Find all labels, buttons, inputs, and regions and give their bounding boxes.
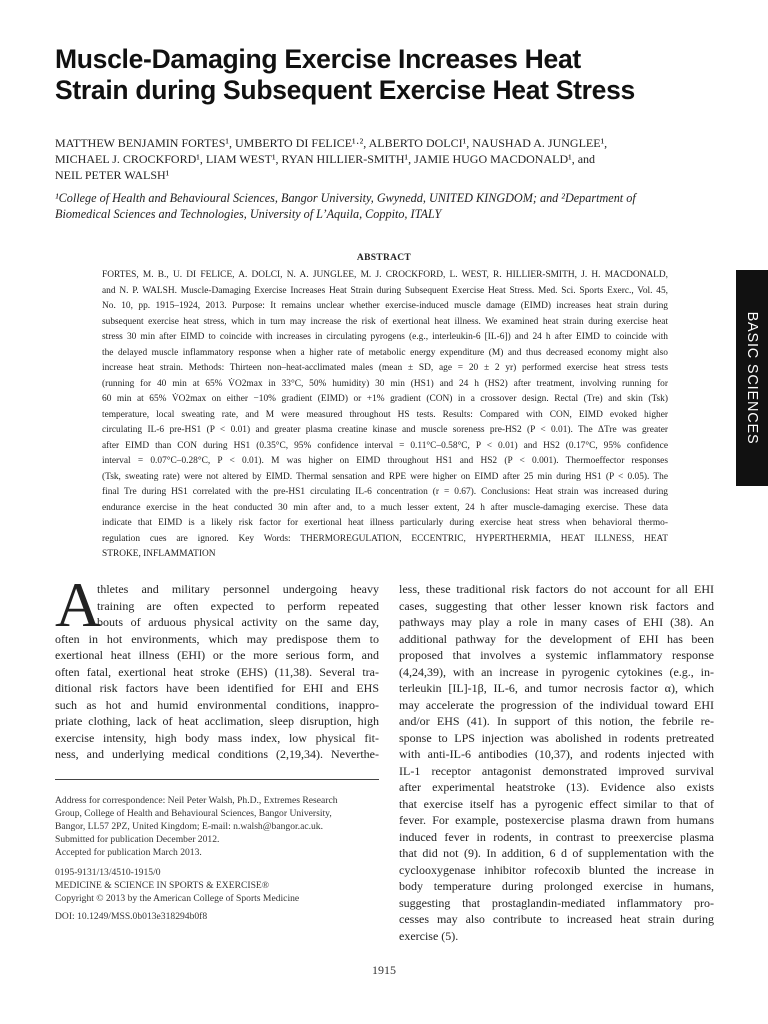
doi: DOI: 10.1249/MSS.0b013e318294b0f8 — [55, 911, 208, 922]
affiliation-line: Biomedical Sciences and Technologies, University of L’Aquila, Coppito, ITALY — [55, 207, 442, 221]
abstract-line: (running for 40 min at 65% V̇O2max in 33°C, 50% humidity) 30 min (HS1) and 24 h (HS2) after treatment, involving running for — [102, 378, 668, 389]
body-line: priate clothing, lack of heat acclimation, sleep disruption, high — [55, 714, 379, 728]
body-column-left — [55, 581, 379, 763]
body-line: exercise (5). — [399, 928, 459, 943]
body-line: may accelerate the progression of the individual toward EHI — [399, 697, 714, 712]
footnote-line: Accepted for publication March 2013. — [55, 847, 202, 858]
body-line: with anti-IL-6 antibodies (10,37), and rodents injected with — [399, 747, 714, 761]
body-line: body temperature during prolonged exercise in humans, — [399, 879, 714, 893]
body-line: and/or EHS (41). In support of this notion, the febrile re- — [399, 714, 714, 728]
title-line: Strain during Subsequent Exercise Heat Stress — [55, 75, 635, 105]
body-line: (4,24,39), with an increase in pyrogenic cytokines (e.g., in- — [399, 664, 714, 679]
body-line: often in hot environments, which may predispose them to — [55, 631, 379, 646]
body-line: ditional risk factors have been identified for EHI and EHS — [55, 681, 379, 695]
body-line: less, these traditional risk factors do not account for all EHI — [399, 582, 714, 596]
body-line: after experimental heatstroke (13). Evidence also exists — [399, 780, 714, 794]
author-line: MATTHEW BENJAMIN FORTES¹, UMBERTO DI FELICE¹·², ALBERTO DOLCI¹, NAUSHAD A. JUNGLEE¹, — [55, 136, 608, 150]
abstract-line: stress 30 min after EIMD to coincide with increases in circulating pyrogens (e.g., interleukin-6 [IL-6]) and 24 h after EIMD to coincide with — [102, 332, 668, 342]
abstract-line: 60 min at 65% V̇O2max on either −10% gradient (EIMD) or +1% gradient (CON) in a crossover design. Rectal (Tre) and skin (Tsk) — [102, 394, 668, 404]
abstract-line: the delayed muscle inflammatory response when a higher rate of metabolic energy expenditure (M) and thus decreased economy might also — [102, 347, 668, 358]
body-line: terleukin [IL]-1β, IL-6, and tumor necrosis factor α), which — [399, 681, 714, 695]
body-line: that did not (9). In addition, 6 d of supplementation with the — [399, 846, 714, 860]
body-line: suggesting that prostaglandin-mediated inflammatory pro- — [399, 895, 714, 910]
body-line: thletes and military personnel undergoing heavy — [97, 582, 379, 596]
body-line: proposed that involves a systemic inflammatory response — [399, 648, 714, 662]
affiliation-line: ¹College of Health and Behavioural Sciences, Bangor University, Gwynedd, UNITED KINGDOM; and ²Department of — [55, 191, 636, 205]
section-tab-label: BASIC SCIENCES — [744, 311, 760, 445]
body-line: often fatal, exertional heat stroke (EHS) (11,38). Several tra- — [55, 664, 379, 679]
body-line: ness, and underlying medical conditions (2,19,34). Neverthe- — [55, 747, 379, 761]
body-line: cyclooxygenase inhibitor rofecoxib blunted the increase in — [399, 862, 714, 877]
footnote-divider — [55, 779, 379, 780]
footnote-line: Copyright © 2013 by the American College of Sports Medicine — [55, 893, 300, 904]
body-line: induced fever in rodents, in contrast to preexercise plasma — [399, 829, 714, 844]
body-line: bouts of arduous physical activity on the same day, — [97, 615, 379, 629]
footnote-line: Group, College of Health and Behavioural Sciences, Bangor University, — [55, 808, 332, 819]
body-line: IL-1 receptor antagonist demonstrated improved survival — [399, 763, 714, 778]
abstract-line: STROKE, INFLAMMATION — [102, 549, 216, 559]
abstract-line: No. 10, pp. 1915–1924, 2013. Purpose: It remains unclear whether exercise-induced muscle damage (EIMD) increases heat strain during — [102, 301, 668, 311]
author-line: NEIL PETER WALSH¹ — [55, 168, 170, 182]
abstract-line: after EIMD than CON during HS1 (0.35°C, 95% confidence interval = 0.11°C–0.58°C, P < 0.01) and HS2 (0.17°C, 95% confidence — [102, 440, 668, 451]
section-tab — [736, 270, 768, 486]
page-number: 1915 — [372, 963, 396, 977]
body-line: cesses may also contribute to increased heat strain during — [399, 912, 714, 926]
journal-info — [55, 866, 379, 905]
doi-note — [55, 910, 379, 923]
abstract-line: subsequent exercise heat stress, which in turn may increase the risk of exertional heat illness. We examined heat strain during exercise heat — [102, 316, 668, 327]
correspondence-note — [55, 794, 379, 859]
body-line: exercise intensity, high body mass index, low physical fit- — [55, 730, 379, 745]
body-line: cases, suggesting that other lesser known risk factors and — [399, 598, 714, 613]
body-column-right — [399, 581, 714, 944]
abstract-line: endurance exercise in the heat conducted 30 min after and, to a much lesser extent, 24 h after muscle-damaging exercise. These data — [102, 502, 668, 513]
footnote-line: Address for correspondence: Neil Peter Walsh, Ph.D., Extremes Research — [55, 795, 338, 806]
abstract-heading: ABSTRACT — [356, 253, 412, 263]
abstract-line: temperature, local sweating rate, and M were measured throughout HS tests. Results: Compared with CON, EIMD evoked higher — [102, 409, 668, 420]
abstract-line: circulating IL-6 pre-HS1 (P < 0.01) and greater plasma creatine kinase and muscle soreness pre-HS2 (P < 0.01). The ΔTre was greater — [102, 425, 668, 435]
footnote-line: MEDICINE & SCIENCE IN SPORTS & EXERCISE® — [55, 880, 270, 891]
body-line: pathways may play a role in many cases of EHI (38). An — [399, 615, 714, 629]
abstract-line: FORTES, M. B., U. DI FELICE, A. DOLCI, N. A. JUNGLEE, M. J. CROCKFORD, L. WEST, R. HILLIER-SMITH, J. H. MACDONALD, — [102, 270, 668, 280]
footnote-line: Bangor, LL57 2PZ, United Kingdom; E-mail: n.walsh@bangor.ac.uk. — [55, 821, 323, 832]
affiliations — [55, 190, 695, 222]
abstract-line: final Tre during HS1 correlated with the pre-HS1 circulating IL-6 concentration (r = 0.67). Conclusions: Heat strain was increased during — [102, 487, 668, 497]
abstract-line: increase heat strain. Methods: Thirteen non–heat-acclimated males (mean ± SD, age = 20 ± 2 yr) performed exercise heat stress tests — [102, 363, 668, 373]
body-line: such as hot and humid environmental conditions, inappro- — [55, 697, 379, 712]
body-line: exertional heat illness (EHI) or the more serious form, and — [55, 648, 379, 662]
body-line: sponse to LPS injection was abolished in rodents pretreated — [399, 730, 714, 745]
body-line: additional pathway for the development of EHI has been — [399, 631, 714, 646]
body-line: that exercise itself has a pyrogenic effect similar to that of — [399, 796, 714, 811]
abstract-line: indicate that EIMD is a likely risk factor for exertional heat illness particularly during exercise heat stress when behavioral thermo- — [102, 518, 668, 528]
title-line: Muscle-Damaging Exercise Increases Heat — [55, 44, 581, 74]
abstract-line: and N. P. WALSH. Muscle-Damaging Exercise Increases Heat Strain during Subsequent Exercise Heat Stress. Med. Sci. Sports Exerc., Vol. 45, — [102, 285, 668, 296]
footnote-line: 0195-9131/13/4510-1915/0 — [55, 867, 161, 878]
author-line: MICHAEL J. CROCKFORD¹, LIAM WEST¹, RYAN HILLIER-SMITH¹, JAMIE HUGO MACDONALD¹, and — [55, 152, 596, 166]
drop-cap: A — [55, 569, 102, 640]
abstract-line: regulation cues are ignored. Key Words: THERMOREGULATION, ECCENTRIC, HYPERTHERMIA, HEAT ILLNESS, HEAT — [102, 533, 668, 544]
author-list — [55, 135, 715, 183]
body-line: training are often expected to perform repeated — [97, 598, 379, 613]
abstract-line: (Tsk, sweating rate) were not altered by EIMD. Thermal sensation and RPE were higher on EIMD after 25 min during HS1 (P < 0.05). The — [102, 471, 668, 482]
body-line: fever. For example, postexercise plasma drawn from humans — [399, 813, 714, 827]
article-title — [55, 44, 715, 106]
footnote-line: Submitted for publication December 2012. — [55, 834, 220, 845]
abstract-line: interval = 0.07°C–0.28°C, P < 0.01). M was higher on EIMD throughout HS1 and HS2 (P < 0.001). Thermoeffector responses — [102, 456, 668, 466]
abstract-body — [102, 268, 668, 563]
